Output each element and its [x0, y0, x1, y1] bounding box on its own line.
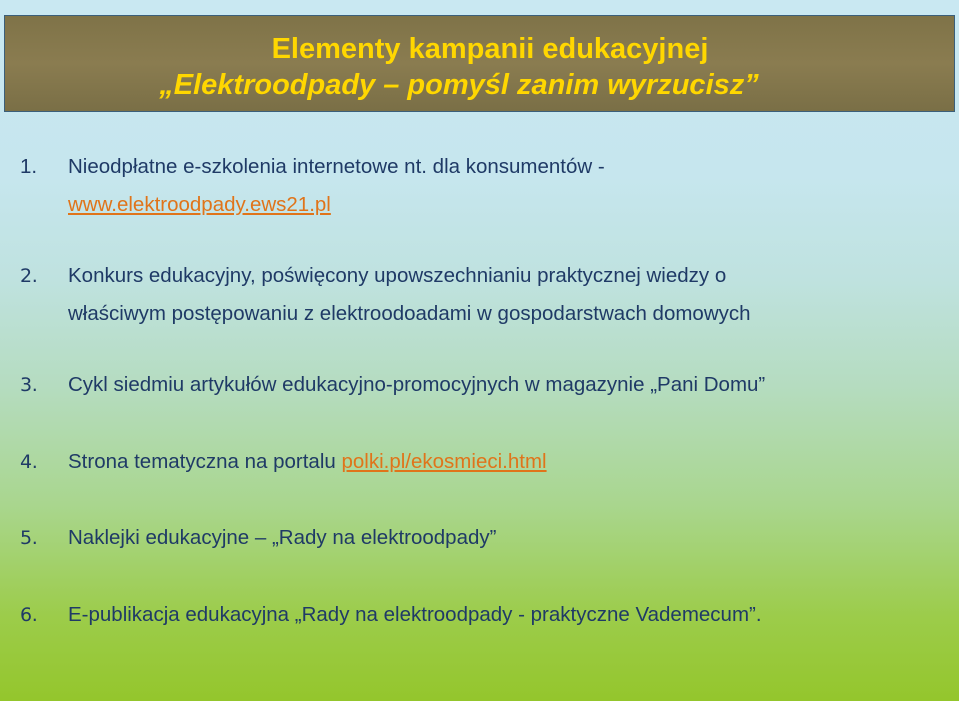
item-body	[68, 257, 751, 333]
e-learning-link[interactable]: www.elektroodpady.ews21.pl	[68, 193, 331, 216]
item-number: 1.	[20, 155, 38, 178]
item-text: E-publikacja edukacyjna „Rady na elektroodpady - praktyczne Vademecum”.	[68, 603, 762, 626]
item-number: 6.	[20, 604, 38, 626]
title-banner	[4, 15, 955, 112]
item-body	[68, 596, 762, 634]
item-body	[68, 148, 605, 224]
item-body	[68, 366, 765, 404]
item-text-line-1: Konkurs edukacyjny, poświęcony upowszechnianiu praktycznej wiedzy o	[68, 264, 727, 287]
item-number: 2.	[20, 265, 38, 287]
item-text: Strona tematyczna na portalu	[68, 450, 342, 473]
item-text: Nieodpłatne e-szkolenia internetowe nt. dla konsumentów -	[68, 155, 605, 178]
item-number: 4.	[20, 451, 38, 473]
item-text: Cykl siedmiu artykułów edukacyjno-promocyjnych w magazynie „Pani Domu”	[68, 373, 766, 396]
item-body	[68, 443, 547, 481]
item-text-line-2: właściwym postępowaniu z elektroodoadami w gospodarstwach domowych	[68, 302, 751, 325]
item-body	[68, 519, 496, 557]
portal-link[interactable]: polki.pl/ekosmieci.html	[341, 450, 547, 473]
item-number: 5.	[20, 527, 38, 549]
title-line-1: Elementy kampanii edukacyjnej	[271, 33, 709, 65]
item-text: Naklejki edukacyjne – „Rady na elektroodpady”	[68, 526, 497, 549]
title-line-2: „Elektroodpady – pomyśl zanim wyrzucisz”	[159, 69, 759, 101]
item-number: 3.	[20, 374, 38, 396]
